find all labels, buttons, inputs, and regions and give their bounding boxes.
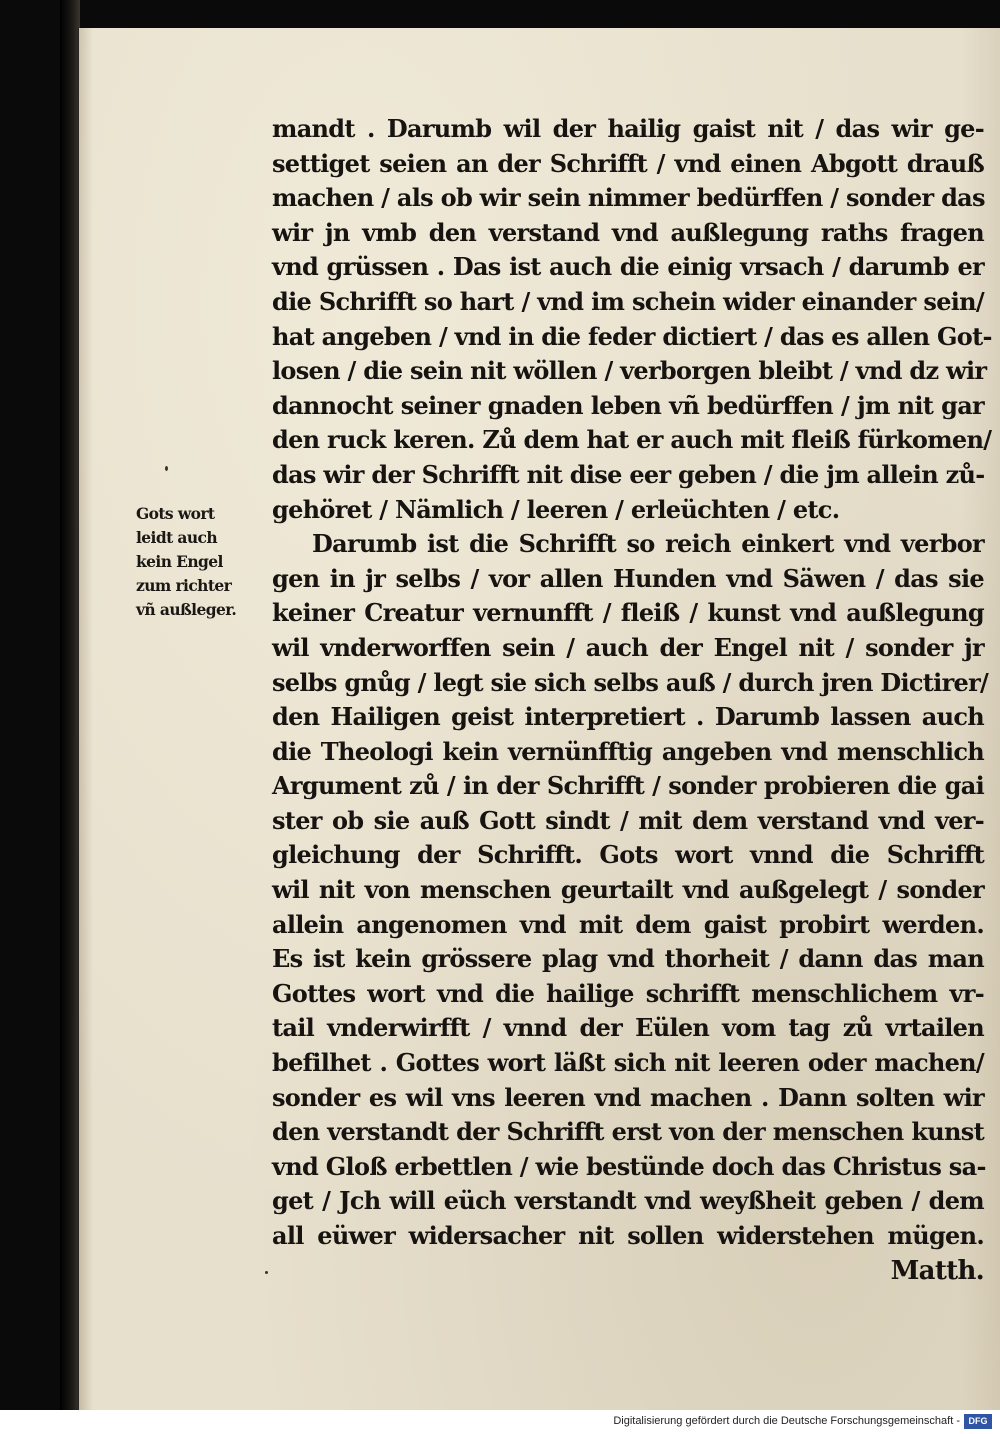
text-line: ster ob sie auß Gott sindt / mit dem verstand vnd ver- xyxy=(272,805,984,835)
margin-note-line: kein Engel xyxy=(136,552,223,571)
text-line: allein angenomen vnd mit dem gaist probirt werden. xyxy=(272,909,984,939)
main-text-block xyxy=(272,112,992,1288)
text-line: befilhet . Gottes wort läßt sich nit leeren oder machen/ xyxy=(272,1048,984,1078)
text-line: wil nit von menschen geurtailt vnd außgelegt / sonder xyxy=(272,875,984,905)
text-line: settiget seien an der Schrifft / vnd einen Abgott drauß xyxy=(272,148,984,178)
text-line: selbs gnůg / legt sie sich selbs auß / durch jren Dictirer/ xyxy=(272,667,989,697)
text-line: vnd grüssen . Das ist auch die einig vrsach / darumb er xyxy=(272,252,984,282)
dfg-logo: DFG xyxy=(964,1414,992,1429)
text-line: wil vnderworffen sein / auch der Engel nit / sonder jr xyxy=(272,632,984,662)
text-line: gleichung der Schrifft. Gots wort vnnd die Schrifft xyxy=(272,840,984,870)
text-line: den Hailigen geist interpretiert . Darumb lassen auch xyxy=(272,702,984,732)
text-line: Gottes wort vnd die hailige schrifft menschlichem vr- xyxy=(272,978,984,1008)
text-line: losen / die sein nit wöllen / verborgen bleibt / vnd dz wir xyxy=(272,356,987,386)
paper-speck xyxy=(265,1271,268,1274)
text-line: wir jn vmb den verstand vnd außlegung raths fragen xyxy=(272,217,984,247)
text-line: sonder es wil vns leeren vnd machen . Dann solten wir xyxy=(272,1082,984,1112)
text-line: tail vnderwirfft / vnnd der Eülen vom tag zů vrtailen xyxy=(272,1013,984,1043)
text-line: Darumb ist die Schrifft so reich einkert vnd verbor xyxy=(312,529,984,559)
text-line: das wir der Schrifft nit dise eer geben / die jm allein zů- xyxy=(272,459,985,489)
paper-speck xyxy=(165,466,168,471)
text-line: den verstandt der Schrifft erst von der menschen kunst xyxy=(272,1117,984,1147)
text-line: keiner Creatur vernunfft / fleiß / kunst vnd außlegung xyxy=(272,598,984,628)
footer-bar xyxy=(0,1410,1000,1434)
book-spine-shadow xyxy=(60,0,80,1410)
text-line: gehöret / Nämlich / leeren / erleüchten / etc. xyxy=(272,494,840,524)
text-line: die Theologi kein vernünfftig angeben vnd menschlich xyxy=(272,736,984,766)
margin-note-line: Gots wort xyxy=(136,504,215,523)
funding-credit: Digitalisierung gefördert durch die Deutsche Forschungsgemeinschaft - xyxy=(613,1415,960,1427)
margin-note xyxy=(136,502,276,622)
text-line: vnd Gloß erbettlen / wie bestünde doch das Christus sa- xyxy=(272,1151,986,1181)
text-line: hat angeben / vnd in die feder dictiert / das es allen Got- xyxy=(272,321,992,351)
margin-note-line: vñ außleger. xyxy=(136,600,237,619)
text-line: gen in jr selbs / vor allen Hunden vnd Säwen / das sie xyxy=(272,563,984,593)
margin-note-line: leidt auch xyxy=(136,528,218,547)
text-line: den ruck keren. Zů dem hat er auch mit fleiß fürkomen/ xyxy=(272,425,992,455)
text-line: all eüwer widersacher nit sollen widerstehen mügen. xyxy=(272,1221,984,1250)
text-line: dannocht seiner gnaden leben vñ bedürffen / jm nit gar xyxy=(272,390,984,420)
text-line: mandt . Darumb wil der hailig gaist nit / das wir ge- xyxy=(272,114,984,143)
text-line: Argument zů / in der Schrifft / sonder probieren die gai xyxy=(272,771,984,801)
text-line: Es ist kein grössere plag vnd thorheit / dann das man xyxy=(272,944,984,974)
text-line: die Schrifft so hart / vnd im schein wider einander sein/ xyxy=(272,286,984,316)
text-line: machen / als ob wir sein nimmer bedürffen / sonder das xyxy=(272,183,985,213)
margin-note-line: zum richter xyxy=(136,576,232,595)
text-line: get / Jch will eüch verstandt vnd weyßheit geben / dem xyxy=(272,1186,984,1216)
catchword: Matth. xyxy=(890,1255,984,1286)
